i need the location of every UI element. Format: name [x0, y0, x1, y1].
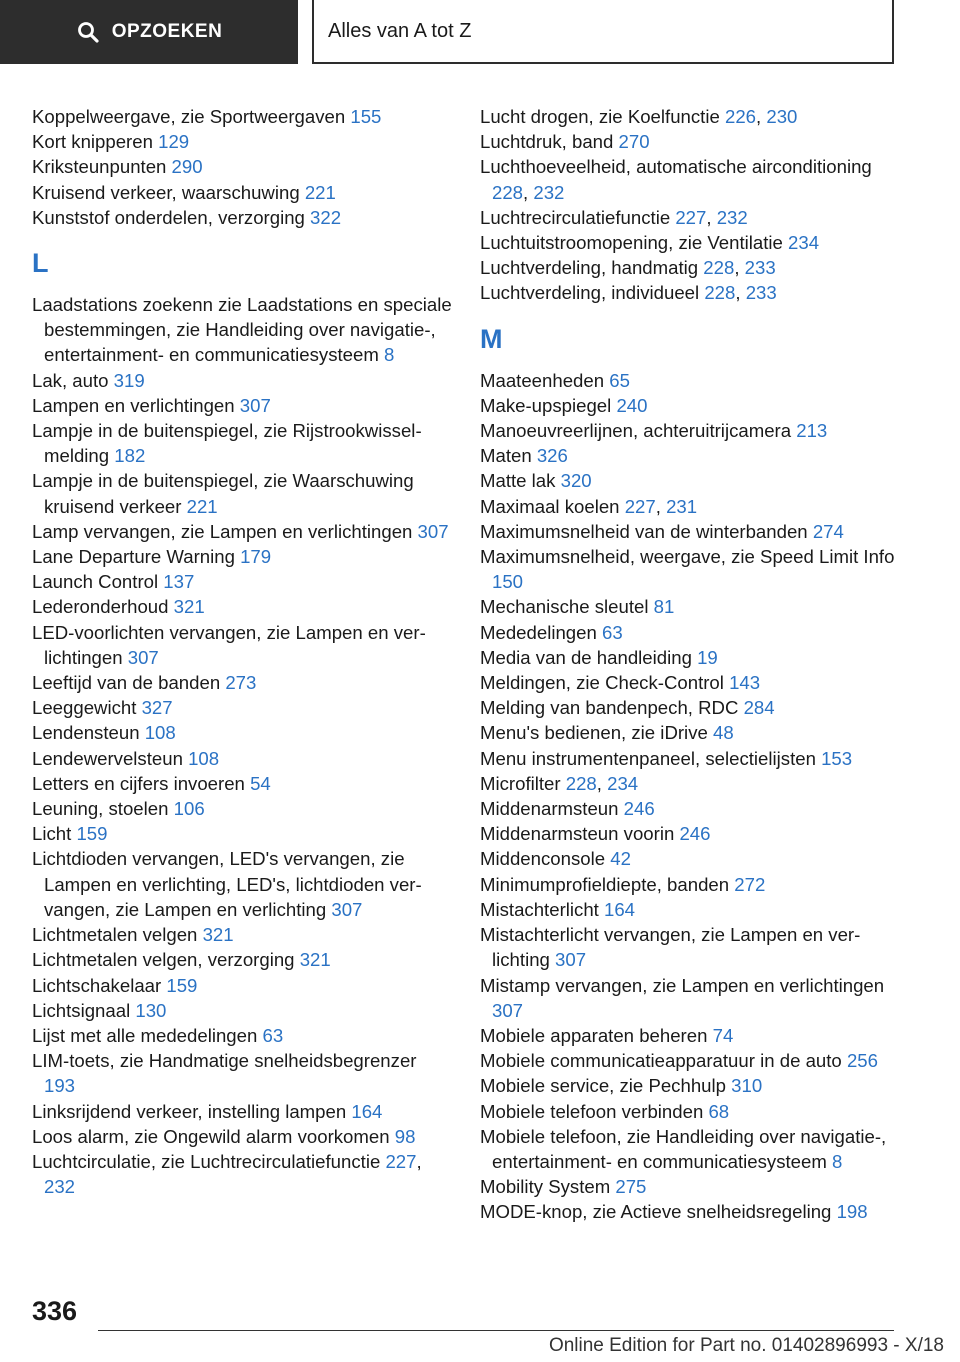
- page-link[interactable]: 307: [127, 646, 159, 668]
- page-link[interactable]: 320: [560, 470, 592, 492]
- index-entry: [480, 1099, 900, 1124]
- index-entry-term: LIM-toets, zie Handmatige snelheidsbegrenzer: [32, 1050, 417, 1072]
- index-entry: [32, 205, 452, 230]
- index-entry-term: Make-upspiegel: [480, 394, 617, 416]
- index-entry: [480, 695, 900, 720]
- index-entry-term: Luchtverdeling, handmatig: [480, 257, 704, 279]
- page-link[interactable]: 232: [533, 181, 565, 203]
- index-tab-label: Alles van A tot Z: [328, 19, 472, 42]
- page-link[interactable]: 179: [240, 546, 272, 568]
- letter-heading: M: [480, 323, 503, 354]
- index-entry-term: Linksrijdend verkeer, instelling lampen: [32, 1100, 352, 1122]
- index-entry-term: Lane Departure Warning: [32, 546, 241, 568]
- index-entry-term: Maateenheden: [480, 369, 610, 391]
- page-number: 336: [32, 1296, 78, 1326]
- index-entry-term: Lampje in de buitenspiegel, zie Waarschuwing kruisend verkeer: [32, 470, 414, 517]
- page-link[interactable]: 155: [350, 106, 382, 127]
- page-link[interactable]: 182: [114, 445, 146, 467]
- index-entry: [480, 205, 900, 230]
- index-entry-term: Lucht drogen, zie Koelfunctie: [480, 106, 725, 127]
- index-entry-term: Maximumsnelheid van de winterbanden: [480, 520, 813, 542]
- index-entry: [32, 368, 452, 393]
- index-entry: [32, 544, 452, 569]
- index-entry-term: Luchtuitstroomopening, zie Ventilatie: [480, 232, 789, 254]
- index-entry-term: Minimumprofieldiepte, banden: [480, 873, 735, 895]
- index-entry: [480, 922, 900, 972]
- page-link[interactable]: 108: [144, 722, 176, 744]
- index-entry: [480, 973, 900, 1023]
- index-entry: [480, 519, 900, 544]
- index-entry-term: Mistachterlicht: [480, 898, 604, 920]
- page-link[interactable]: 164: [604, 898, 636, 920]
- index-entry-term: Kunststof onderdelen, verzorging: [32, 206, 311, 228]
- page-link[interactable]: 164: [351, 1100, 383, 1122]
- index-entry-term: Licht: [32, 823, 77, 845]
- index-entry: [32, 1048, 452, 1098]
- index-entry-term: Kort knipperen: [32, 131, 159, 153]
- index-entry-term: Lichtmetalen velgen, verzorging: [32, 949, 300, 971]
- index-entry: [480, 1023, 900, 1048]
- search-tab-label: OPZOEKEN: [111, 21, 223, 42]
- index-entry: [480, 494, 900, 519]
- index-entry: [32, 569, 452, 594]
- index-entry-term: Luchthoeveelheid, automatische airconditioning: [480, 156, 872, 178]
- page-link[interactable]: 270: [618, 131, 650, 153]
- index-entry-term: Loos alarm, zie Ongewild alarm voorkomen: [32, 1125, 395, 1147]
- index-entry: [480, 468, 900, 493]
- index-entry: [480, 1124, 900, 1174]
- page-link[interactable]: 54: [250, 772, 271, 794]
- index-entry: [480, 104, 900, 129]
- page-link[interactable]: 213: [796, 420, 828, 442]
- index-entry: [32, 670, 452, 695]
- page-link[interactable]: 274: [812, 520, 844, 542]
- index-entry: [32, 922, 452, 947]
- index-entry: [480, 846, 900, 871]
- index-entry-term: Manoeuvreerlijnen, achteruitrijcamera: [480, 420, 797, 442]
- index-entry: [480, 645, 900, 670]
- index-entry: [480, 443, 900, 468]
- page-separator: ,: [734, 257, 745, 279]
- page-link[interactable]: 321: [173, 596, 205, 618]
- index-entry: [480, 1174, 900, 1199]
- index-entry-term: Luchtrecirculatiefunctie: [480, 206, 676, 228]
- page-link[interactable]: 228: [703, 257, 735, 279]
- index-entry-term: Mobiele apparaten beheren: [480, 1024, 713, 1046]
- index-entry-term: Mobiele communicatieapparatuur in de auto: [480, 1050, 847, 1072]
- page-link[interactable]: 228: [565, 772, 597, 794]
- index-entry-term: Mobiele telefoon, zie Handleiding over navigatie-, entertainment- en communicatiesysteem: [480, 1125, 887, 1172]
- page-separator: ,: [706, 206, 717, 228]
- index-entry-term: Letters en cijfers invoeren: [32, 772, 251, 794]
- page-link[interactable]: 159: [166, 974, 198, 996]
- page-link[interactable]: 327: [141, 697, 173, 719]
- index-entry-term: Lampen en verlichtingen: [32, 394, 240, 416]
- index-entry: [480, 154, 900, 204]
- index-entry-term: Kruisend verkeer, waarschuwing: [32, 181, 305, 203]
- page-link[interactable]: 226: [724, 106, 757, 127]
- page-link[interactable]: 307: [555, 949, 587, 971]
- index-entry: [32, 947, 452, 972]
- index-entry-term: Mobiele service, zie Pechhulp: [480, 1075, 732, 1097]
- page-link[interactable]: 137: [163, 571, 195, 593]
- index-entry-term: Lichtmetalen velgen: [32, 924, 203, 946]
- index-entry: [32, 1124, 452, 1149]
- page-link[interactable]: 246: [679, 823, 711, 845]
- index-entry-term: Middenconsole: [480, 848, 611, 870]
- index-entry: [32, 393, 452, 418]
- page-link[interactable]: 256: [846, 1050, 878, 1072]
- index-entry-term: MODE-knop, zie Actieve snelheidsregeling: [480, 1201, 837, 1223]
- index-entry: [32, 104, 452, 129]
- page-link[interactable]: 321: [299, 949, 331, 971]
- page-link[interactable]: 159: [76, 823, 108, 845]
- index-entry-term: Mechanische sleutel: [480, 596, 654, 618]
- page-link[interactable]: 319: [113, 369, 145, 391]
- page-separator: ,: [655, 495, 667, 517]
- index-entry-term: Lijst met alle mededelingen: [32, 1024, 263, 1046]
- page-separator: ,: [596, 772, 608, 794]
- index-entry: [480, 872, 900, 897]
- page-link[interactable]: 129: [158, 131, 190, 153]
- page-link[interactable]: 108: [188, 747, 220, 769]
- index-entry-term: Luchtcirculatie, zie Luchtrecirculatiefunctie: [32, 1150, 386, 1172]
- page-link[interactable]: 233: [745, 282, 777, 304]
- page-link[interactable]: 198: [836, 1201, 868, 1223]
- index-entry-term: Maten: [480, 445, 537, 467]
- page-link[interactable]: 19: [697, 646, 718, 668]
- page-link[interactable]: 307: [331, 898, 363, 920]
- page-link[interactable]: 221: [304, 181, 336, 203]
- index-entry: [32, 1023, 452, 1048]
- index-entry: [32, 292, 452, 368]
- index-entry-term: Menu instrumentenpaneel, selectielijsten: [480, 747, 822, 769]
- index-entry-term: Lederonderhoud: [32, 596, 174, 618]
- index-entry-term: Koppelweergave, zie Sportweergaven: [32, 106, 351, 127]
- index-entry-term: Lamp vervangen, zie Lampen en verlichtingen: [32, 520, 418, 542]
- page-link[interactable]: 231: [666, 495, 698, 517]
- top-navigation: [0, 0, 960, 66]
- index-entry: [32, 796, 452, 821]
- page-link[interactable]: 143: [729, 672, 761, 694]
- page-link[interactable]: 230: [766, 106, 798, 127]
- index-entry-term: Launch Control: [32, 571, 164, 593]
- page-link[interactable]: 74: [712, 1024, 734, 1046]
- index-entry: [480, 255, 900, 280]
- index-entry: [32, 594, 452, 619]
- index-entry: [480, 1199, 900, 1224]
- page-link[interactable]: 48: [713, 722, 734, 744]
- index-entry: [480, 1073, 900, 1098]
- page-separator: ,: [756, 106, 767, 127]
- page-link[interactable]: 63: [602, 621, 623, 643]
- index-entry: [32, 846, 452, 922]
- page-link[interactable]: 106: [173, 798, 205, 820]
- page-link[interactable]: 322: [310, 206, 342, 228]
- page-link[interactable]: 42: [610, 848, 631, 870]
- index-entry: [32, 180, 452, 205]
- index-entry: [480, 230, 900, 255]
- index-entry-term: Leeggewicht: [32, 697, 142, 719]
- index-entry: [32, 1099, 452, 1124]
- index-entry: [480, 821, 900, 846]
- index-entry: [480, 280, 900, 305]
- page-link[interactable]: 232: [44, 1176, 76, 1198]
- edition-note: Online Edition for Part no. 01402896993 - X/18: [548, 1335, 944, 1356]
- page-link[interactable]: 232: [716, 206, 748, 228]
- index-entry: [480, 1048, 900, 1073]
- index-entry: [480, 368, 900, 393]
- index-entry-term: Kriksteunpunten: [32, 156, 172, 178]
- page-separator: ,: [523, 181, 534, 203]
- index-entry-term: Lichtschakelaar: [32, 974, 167, 996]
- index-entry: [32, 973, 452, 998]
- page-link[interactable]: 150: [492, 571, 524, 593]
- index-entry: [480, 129, 900, 154]
- index-column-left: [32, 104, 452, 1199]
- index-entry-term: Leeftijd van de banden: [32, 672, 226, 694]
- index-entry-term: Media van de handleiding: [480, 646, 698, 668]
- index-entry-term: Mobiele telefoon verbinden: [480, 1100, 709, 1122]
- page-separator: ,: [416, 1150, 422, 1172]
- page-link[interactable]: 193: [44, 1075, 76, 1097]
- index-entry: [480, 897, 900, 922]
- page-link[interactable]: 227: [624, 495, 656, 517]
- page-separator: ,: [735, 282, 746, 304]
- page-link[interactable]: 227: [675, 206, 707, 228]
- page-link[interactable]: 275: [615, 1176, 647, 1198]
- index-entry-term: Mistachterlicht vervangen, zie Lampen en verlichting: [480, 924, 861, 971]
- footer-divider: [98, 1330, 894, 1331]
- page-link[interactable]: 227: [385, 1150, 417, 1172]
- index-entry-term: Middenarmsteun voorin: [480, 823, 680, 845]
- index-entry: [480, 796, 900, 821]
- index-entry: [32, 129, 452, 154]
- index-entry: [480, 544, 900, 594]
- index-entry: [480, 746, 900, 771]
- page-link[interactable]: 98: [394, 1125, 416, 1147]
- page-link[interactable]: 321: [202, 924, 234, 946]
- index-entry-term: Mistamp vervangen, zie Lampen en verlichtingen: [480, 974, 885, 996]
- index-entry: [32, 771, 452, 796]
- page-link[interactable]: 272: [734, 873, 766, 895]
- index-entry-term: Meldingen, zie Check-Control: [480, 672, 730, 694]
- letter-heading: L: [32, 248, 49, 279]
- index-entry-term: Lak, auto: [32, 369, 114, 391]
- page-link[interactable]: 68: [708, 1100, 730, 1122]
- page-link[interactable]: 228: [492, 181, 524, 203]
- page-link[interactable]: 240: [616, 394, 648, 416]
- index-entry: [480, 594, 900, 619]
- index-entry: [32, 998, 452, 1023]
- index-entry: [32, 695, 452, 720]
- index-entry: [480, 771, 900, 796]
- index-entry-term: Lichtsignaal: [32, 999, 136, 1021]
- page-link[interactable]: 234: [607, 772, 639, 794]
- page-link[interactable]: 130: [135, 999, 167, 1021]
- page-link[interactable]: 221: [186, 495, 218, 517]
- index-entry-term: Luchtdruk, band: [480, 131, 619, 153]
- page-link[interactable]: 228: [704, 282, 736, 304]
- index-entry-term: Lendensteun: [32, 722, 145, 744]
- index-entry: [32, 821, 452, 846]
- index-entry-term: LED-voorlichten vervangen, zie Lampen en verlichtingen: [32, 621, 426, 668]
- index-entry: [480, 393, 900, 418]
- index-column-right: [480, 104, 900, 1225]
- index-entry: [32, 1149, 452, 1199]
- index-entry: [480, 720, 900, 745]
- page-link[interactable]: 326: [536, 445, 568, 467]
- page-link[interactable]: 307: [417, 520, 449, 542]
- index-entry-term: Maximaal koelen: [480, 495, 625, 517]
- page-link[interactable]: 307: [239, 394, 271, 416]
- page-link[interactable]: 310: [731, 1075, 763, 1097]
- page-link[interactable]: 273: [225, 672, 257, 694]
- index-tab[interactable]: [312, 0, 894, 64]
- page-link[interactable]: 290: [171, 156, 203, 178]
- index-entry: [32, 519, 452, 544]
- index-entry-term: Lichtdioden vervangen, LED's vervangen, zie Lampen en verlichting, LED's, lichtdioden vervangen, zie Lampen en verlichting: [32, 848, 422, 920]
- index-entry-term: Maximumsnelheid, weergave, zie Speed Limit Info: [480, 546, 895, 568]
- page-link[interactable]: 233: [744, 257, 776, 279]
- index-entry: [32, 468, 452, 518]
- page-link[interactable]: 284: [743, 697, 775, 719]
- index-entry-term: Menu's bedienen, zie iDrive: [480, 722, 713, 744]
- page-link[interactable]: 65: [609, 369, 630, 391]
- page-link[interactable]: 307: [492, 999, 524, 1021]
- page-link[interactable]: 81: [653, 596, 675, 618]
- index-entry: [32, 720, 452, 745]
- page-link[interactable]: 234: [788, 232, 820, 254]
- index-entry-term: Microfilter: [480, 772, 566, 794]
- search-icon: [76, 20, 100, 44]
- page-link[interactable]: 153: [821, 747, 853, 769]
- index-entry: [32, 746, 452, 771]
- index-entry: [32, 154, 452, 179]
- index-entry: [480, 620, 900, 645]
- page-link[interactable]: 246: [623, 798, 655, 820]
- index-entry: [480, 670, 900, 695]
- index-entry-term: Matte lak: [480, 470, 561, 492]
- page-link[interactable]: 8: [384, 344, 395, 366]
- index-entry-term: Lendewervelsteun: [32, 747, 189, 769]
- index-entry-term: Luchtverdeling, individueel: [480, 282, 705, 304]
- index-entry-term: Mobility System: [480, 1176, 616, 1198]
- page-link[interactable]: 8: [832, 1150, 843, 1172]
- index-entry-term: Mededelingen: [480, 621, 602, 643]
- index-entry-term: Melding van bandenpech, RDC: [480, 697, 744, 719]
- search-tab[interactable]: [0, 0, 298, 64]
- index-entry-term: Middenarmsteun: [480, 798, 624, 820]
- index-entry: [32, 620, 452, 670]
- page-link[interactable]: 63: [262, 1024, 284, 1046]
- index-entry: [32, 418, 452, 468]
- index-entry: [480, 418, 900, 443]
- index-entry-term: Lampje in de buitenspiegel, zie Rijstrookwisselmelding: [32, 420, 422, 467]
- index-entry-term: Laadstations zoekenn zie Laadstations en speciale bestemmingen, zie Handleiding over navigatie-, entertainment- en communicatiesysteem: [32, 294, 452, 366]
- index-entry-term: Leuning, stoelen: [32, 798, 174, 820]
